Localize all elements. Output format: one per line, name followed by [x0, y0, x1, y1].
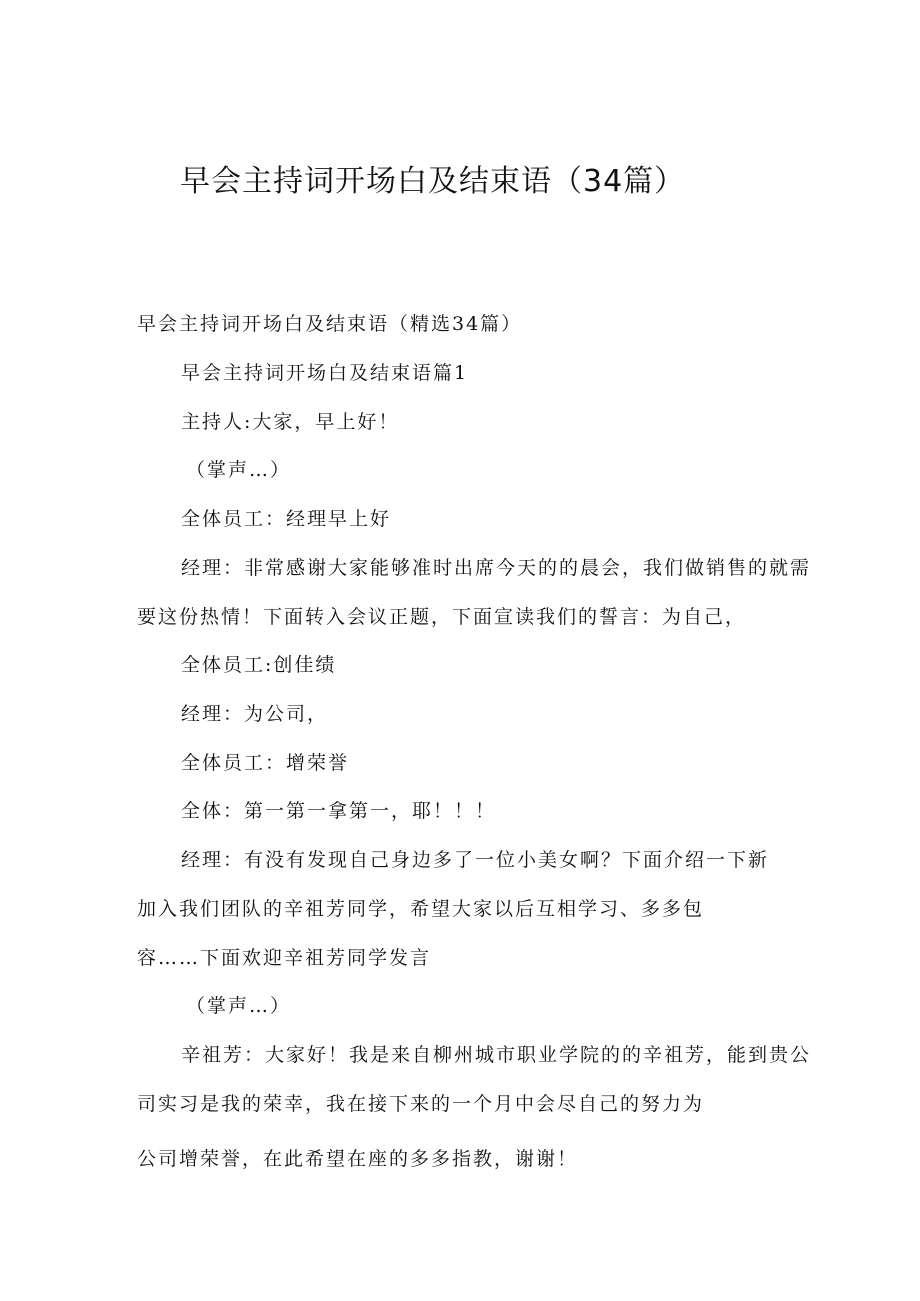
paragraph-line: （掌声…）	[186, 459, 292, 481]
paragraph-line: 加入我们团队的辛祖芳同学，希望大家以后互相学习、多多包	[137, 898, 705, 920]
paragraph-line: 全体员工：增荣誉	[181, 752, 350, 774]
section-heading: 早会主持词开场白及结束语篇1	[181, 362, 469, 384]
paragraph-line: 辛祖芳：大家好！我是来自柳州城市职业学院的的辛祖芳，能到贵公	[181, 1044, 812, 1066]
paragraph-line: 经理：非常感谢大家能够准时出席今天的的晨会，我们做销售的就需	[181, 557, 812, 579]
paragraph-line: 经理：为公司，	[181, 703, 329, 725]
paragraph-line: 经理：有没有发现自己身边多了一位小美女啊？下面介绍一下新	[181, 849, 770, 871]
paragraph-line: 公司增荣誉，在此希望在座的多多指教，谢谢！	[137, 1148, 579, 1170]
paragraph-line: （掌声…）	[186, 995, 292, 1017]
paragraph-line: 主持人:大家，早上好！	[181, 411, 400, 433]
paragraph-line: 全体员工：经理早上好	[181, 508, 392, 530]
subtitle-line: 早会主持词开场白及结束语（精选34篇）	[137, 313, 523, 335]
paragraph-line: 全体：第一第一拿第一，耶！！！	[181, 800, 497, 822]
paragraph-line: 容……下面欢迎辛祖芳同学发言	[137, 947, 432, 969]
paragraph-line: 要这份热情！下面转入会议正题，下面宣读我们的誓言：为自己，	[137, 606, 747, 628]
paragraph-line: 司实习是我的荣幸，我在接下来的一个月中会尽自己的努力为	[137, 1093, 705, 1115]
paragraph-line: 全体员工:创佳绩	[181, 654, 337, 676]
document-title: 早会主持词开场白及结束语（34篇）	[180, 164, 686, 199]
